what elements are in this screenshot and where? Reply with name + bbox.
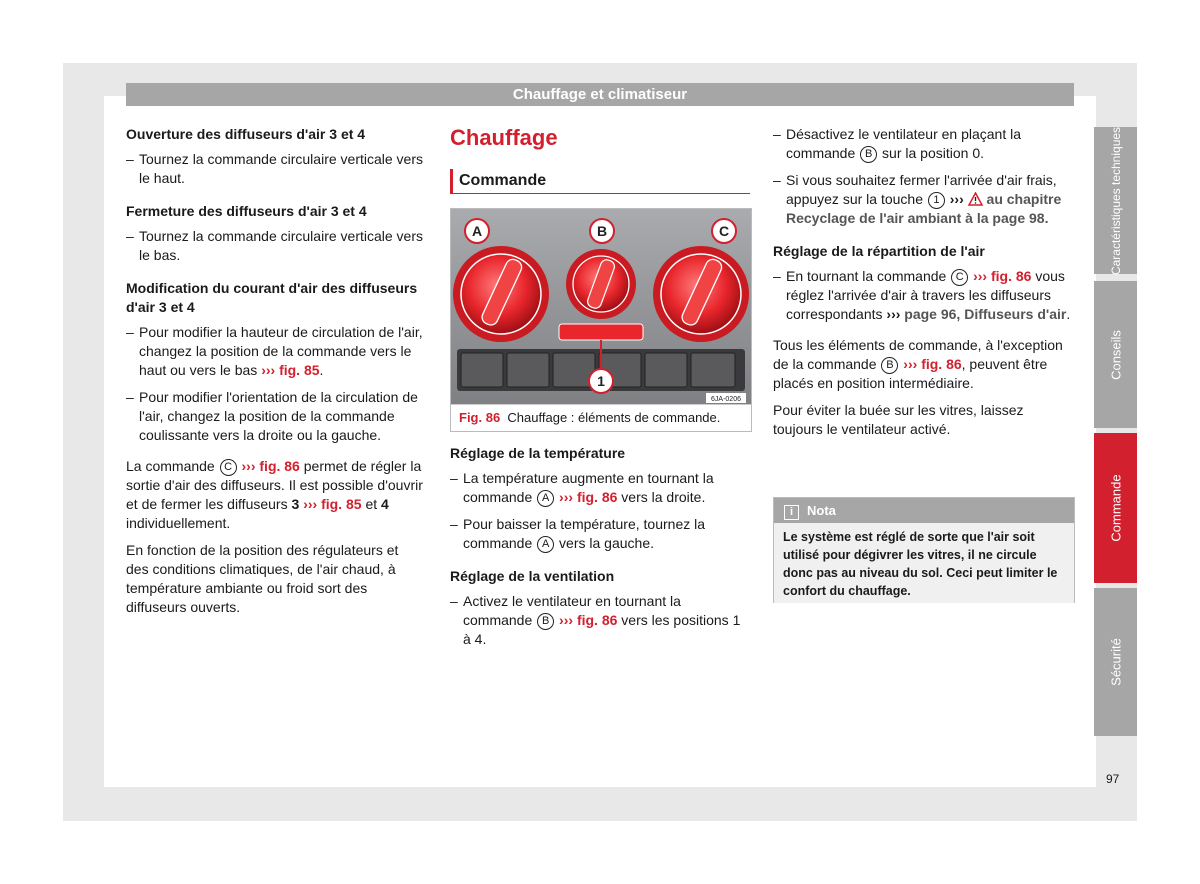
text: vers la gauche.	[559, 535, 654, 551]
badge-b-label: B	[596, 223, 608, 239]
list-item: – Pour baisser la température, tournez la commande A vers la gauche.	[450, 516, 706, 551]
list-item: – Tournez la commande circulaire verticale vers le haut.	[126, 151, 423, 186]
warning-icon	[968, 192, 983, 206]
control-a-badge: A	[537, 490, 554, 507]
control-b-badge: B	[860, 146, 877, 163]
figure-link[interactable]: fig. 86	[259, 458, 300, 474]
text: Désactivez le ventilateur en plaçant la commande	[786, 126, 1022, 161]
tab-securite[interactable]	[1094, 588, 1137, 736]
ref-arrow: ›››	[559, 612, 574, 628]
heading-ventilation: Réglage de la ventilation	[450, 568, 615, 584]
list-item-text: Tournez la commande circulaire verticale vers le bas.	[139, 228, 423, 263]
column-middle-text	[450, 444, 742, 657]
text: individuellement.	[126, 515, 231, 531]
list-item: – Pour modifier la hauteur de circulation de l'air, changez la position de la commande vers le haut ou vers le bas ››› fig. 85.	[126, 324, 423, 378]
list-item-text: Pour modifier l'orientation de la circulation de l'air, changez la position de la commande coulissante vers la droite ou la gauche.	[139, 389, 418, 443]
heading-opening: Ouverture des diffuseurs d'air 3 et 4	[126, 126, 366, 142]
paragraph: Pour éviter la buée sur les vitres, laissez toujours le ventilateur activé.	[773, 402, 1024, 437]
section-header: Chauffage et climatiseur	[126, 83, 1074, 106]
text: 3	[291, 496, 300, 512]
list-item: – En tournant la commande C ››› fig. 86 vous réglez l'arrivée d'air à travers les diffuseurs correspondants ››› page 96, Diffuseurs d'air.	[773, 268, 1071, 322]
list-item: – Activez le ventilateur en tournant la commande B ››› fig. 86 vers les positions 1 à 4.	[450, 593, 741, 647]
tab-label: Caractéristiques techniques	[1108, 126, 1123, 275]
tab-caracteristiques[interactable]	[1094, 127, 1137, 274]
caption-ref: Fig. 86	[459, 410, 501, 425]
figure-link[interactable]: fig. 86	[921, 356, 962, 372]
badge-a	[465, 219, 489, 243]
paragraph	[126, 457, 424, 533]
page-link[interactable]: page 96, Diffuseurs d'air	[904, 306, 1067, 322]
text: La température augmente en tournant la commande	[463, 470, 714, 505]
text: Activez le ventilateur en tournant la commande	[463, 593, 681, 628]
column-right	[773, 125, 1071, 447]
info-icon: i	[784, 505, 799, 520]
paragraph: En fonction de la position des régulateurs et des conditions climatiques, de l'air chaud, à température ambiante ou froid sort des diffuseurs ouverts.	[126, 542, 399, 615]
list-item: – Si vous souhaitez fermer l'arrivée d'air frais, appuyez sur la touche 1 ››› au chapitre Recyclage de l'air ambiant à la page 98.	[773, 172, 1062, 226]
badge-b	[590, 219, 614, 243]
text: sur la position 0.	[882, 145, 984, 161]
list-item: – La température augmente en tournant la commande A ››› fig. 86 vers la droite.	[450, 470, 714, 505]
text: La commande	[126, 458, 215, 474]
figure-link[interactable]: fig. 85	[279, 362, 320, 378]
text: 4	[381, 496, 389, 512]
text: En tournant la commande	[786, 268, 947, 284]
heading-closing: Fermeture des diffuseurs d'air 3 et 4	[126, 203, 367, 219]
paragraph	[773, 336, 1071, 393]
ref-arrow: ›››	[261, 362, 276, 378]
figure-link[interactable]: fig. 85	[321, 496, 362, 512]
section-title: Chauffage	[450, 125, 558, 150]
column-left	[126, 125, 424, 625]
control-b-badge: B	[537, 613, 554, 630]
text: vers les positions 1 à 4.	[463, 612, 741, 647]
ref-arrow: ›››	[241, 458, 256, 474]
text: permet de régler la sortie d'air des diffuseurs. Il est possible d'ouvrir et de fermer les diffuseurs	[126, 458, 423, 512]
control-a-badge: A	[537, 536, 554, 553]
list-item: – Désactivez le ventilateur en plaçant la commande B sur la position 0.	[773, 126, 1022, 161]
recirc-button-badge: 1	[928, 192, 945, 209]
text: vous réglez l'arrivée d'air à travers les diffuseurs correspondants	[786, 268, 1065, 322]
list-item-text: Pour modifier la hauteur de circulation de l'air, changez la position de la commande vers le haut ou vers le bas	[139, 324, 423, 378]
figure-caption	[451, 404, 751, 430]
figure-86	[450, 208, 752, 432]
control-c-badge: C	[220, 459, 237, 476]
note-body: Le système est réglé de sorte que l'air soit utilisé pour dégivrer les vitres, il ne circule donc pas au niveau du sol. Ceci peut limiter le confort du chauffage.	[774, 523, 1074, 603]
badge-1	[589, 369, 613, 393]
list-item: – Tournez la commande circulaire verticale vers le bas.	[126, 228, 423, 263]
chapter-link[interactable]: au chapitre Recyclage de l'air ambiant à la page 98.	[786, 191, 1062, 226]
figure-code: 6JA-0206	[711, 396, 741, 403]
list-item-text: Tournez la commande circulaire verticale vers le haut.	[139, 151, 423, 186]
tab-label: Sécurité	[1108, 638, 1123, 686]
tab-commande[interactable]	[1094, 433, 1137, 583]
list-item: – Pour modifier l'orientation de la circulation de l'air, changez la position de la commande coulissante vers la droite ou la gauche.	[126, 389, 418, 443]
ref-arrow: ›››	[973, 268, 988, 284]
figure-link[interactable]: fig. 86	[576, 489, 618, 505]
text: et	[365, 496, 378, 512]
figure-link[interactable]: fig. 86	[576, 612, 618, 628]
heading-distribution: Réglage de la répartition de l'air	[773, 243, 985, 259]
badge-a-label: A	[471, 223, 483, 239]
tab-conseils[interactable]	[1094, 281, 1137, 428]
note-box	[773, 497, 1075, 603]
control-c-badge: C	[951, 269, 968, 286]
text: Si vous souhaitez fermer l'arrivée d'air frais, appuyez sur la touche	[786, 172, 1057, 207]
figure-link[interactable]: fig. 86	[991, 268, 1032, 284]
badge-c	[712, 219, 736, 243]
ref-arrow: ›››	[949, 191, 964, 207]
ref-arrow: ›››	[303, 496, 318, 512]
control-b-badge: B	[881, 357, 898, 374]
caption-text: Chauffage : éléments de commande.	[507, 410, 721, 425]
column-middle	[450, 125, 750, 204]
note-header	[774, 498, 1074, 523]
text: Tous les éléments de commande, à l'exception de la commande	[773, 337, 1063, 372]
badge-c-label: C	[718, 223, 730, 239]
text: vers la droite.	[621, 489, 706, 505]
heater-controls-illustration	[451, 209, 751, 405]
note-title: Nota	[807, 503, 836, 518]
tab-label: Conseils	[1108, 329, 1123, 380]
text: Pour baisser la température, tournez la commande	[463, 516, 706, 551]
text: , peuvent être placés en position intermédiaire.	[773, 356, 1048, 391]
ref-arrow: ›››	[903, 356, 918, 372]
heading-temperature: Réglage de la température	[450, 445, 626, 461]
ref-arrow: ›››	[886, 306, 901, 322]
badge-1-label: 1	[597, 373, 605, 389]
subsection-title: Commande	[450, 169, 750, 194]
page-number: 97	[1106, 772, 1120, 786]
ref-arrow: ›››	[559, 489, 574, 505]
tab-label: Commande	[1108, 474, 1123, 542]
heading-modification: Modification du courant d'air des diffuseurs d'air 3 et 4	[126, 280, 418, 315]
